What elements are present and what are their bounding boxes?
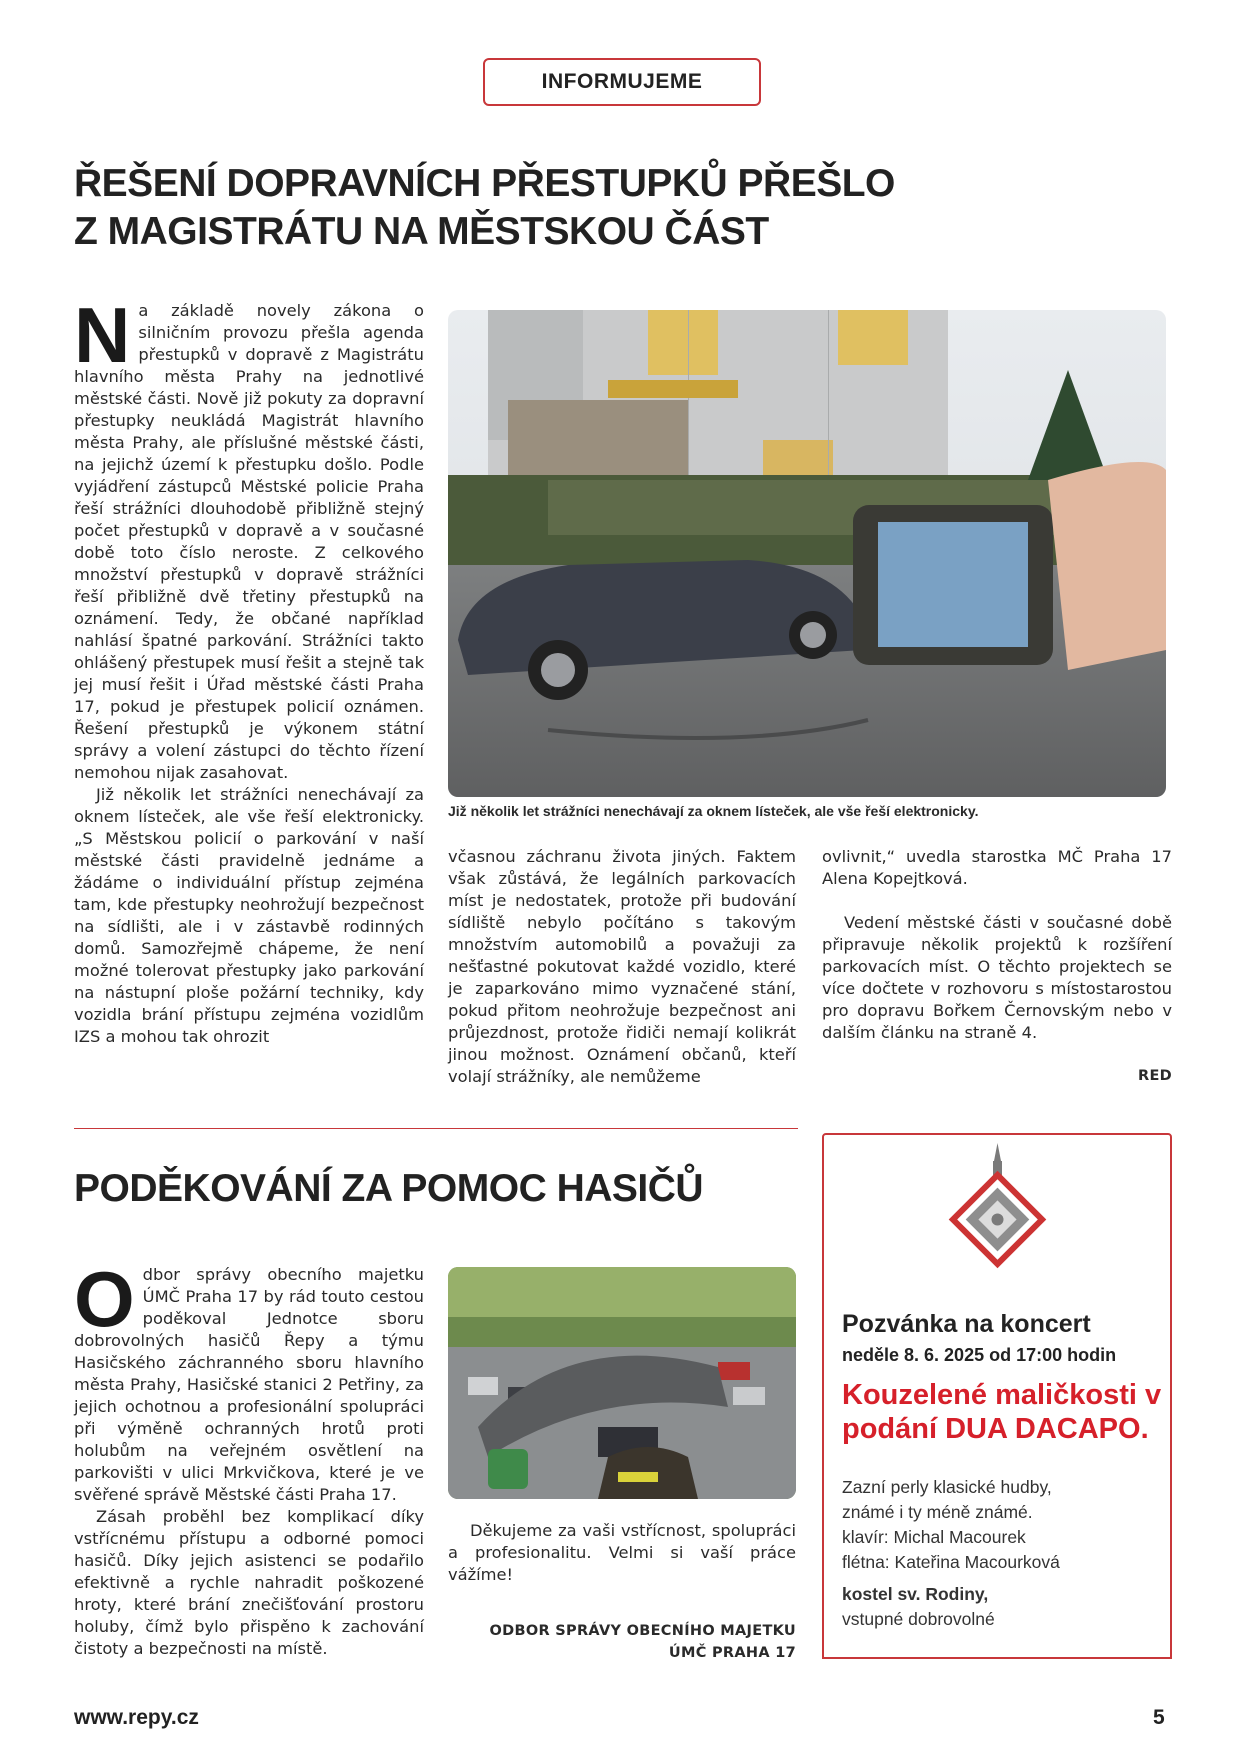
firefighters-photo	[448, 1267, 796, 1499]
article-2-paragraph-2: Zásah proběhl bez komplikací díky vstřícnému přístupu a odborné pomoci hasičů. Díky jejich asistenci se podařilo efektivně a rychle nahradit poškozené hroty, které brání znečišťování prostoru holuby, čímž bylo přispěno k zachování čistoty a bezpečnosti na místě.	[74, 1507, 424, 1658]
footer-website: www.repy.cz	[74, 1706, 199, 1729]
article-1-paragraph-1: a základě novely zákona o silničním provozu přešla agenda přestupků v dopravě z Magistrátu hlavního města Prahy na jednotlivé městské části. Nově již pokuty za dopravní přestupky neukládá Magistrát hlavního města Prahy, ale příslušné městské části, na jejichž území k přestupku došlo. Podle vyjádření zástupců Městské policie Praha řeší strážníci dlouhodobě přibližně stejný počet přestupků v dopravě a v současné době toto číslo neroste. Z celkového množství přestupků v dopravě strážníci řeší přibližně dvě třetiny přestupků na oznámení. Tedy, že občané například nahlásí špatné parkování. Strážníci takto ohlášený přestupek musí řešit a stejně tak jej musí řešit i Úřad městské části Praha 17, pokud je přestupek policií oznámen. Řešení přestupků je výkonem státní správy a volení zástupci do těchto řízení nemohou nijak zasahovat.	[74, 301, 424, 782]
article-2-column-2	[448, 1520, 796, 1586]
article-1-signature: RED	[1137, 1068, 1172, 1084]
article-1-quote-end: ovlivnit,“ uvedla starostka MČ Praha 17 Alena Kopejtková.	[822, 847, 1172, 888]
article-1-column-2	[448, 846, 796, 1088]
concert-date: neděle 8. 6. 2025 od 17:00 hodin	[842, 1345, 1117, 1365]
article-2-signature	[448, 1620, 796, 1664]
parking-photo	[448, 310, 1166, 797]
page-number: 5	[1153, 1706, 1165, 1729]
section-divider	[74, 1128, 798, 1129]
section-tag: INFORMUJEME	[483, 58, 761, 106]
article-2-title: PODĚKOVÁNÍ ZA POMOC HASIČŮ	[74, 1167, 704, 1210]
article-2-column-1	[74, 1255, 424, 1660]
article-2-signature-line-1: ODBOR SPRÁVY OBECNÍHO MAJETKU	[489, 1623, 796, 1639]
dropcap-o: O	[74, 1255, 135, 1343]
article-1-title-line-1: ŘEŠENÍ DOPRAVNÍCH PŘESTUPKŮ PŘEŠLO	[74, 162, 895, 205]
concert-venue: kostel sv. Rodiny,	[842, 1584, 989, 1604]
photo-caption: Již několik let strážníci nenechávají za oknem lísteček, ale vše řeší elektronicky.	[448, 803, 979, 819]
article-1-column-3	[822, 846, 1172, 1044]
concert-name: Kouzelené maličkosti v podání DUA DACAPO.	[842, 1379, 1162, 1445]
concert-title: Pozvánka na koncert	[842, 1310, 1091, 1338]
article-2-paragraph-1: dbor správy obecního majetku ÚMČ Praha 17 by rád touto cestou poděkoval Jednotce sboru dobrovolných hasičů Řepy a týmu Hasičského záchranného sboru hlavního města Prahy, Hasičské stanici 2 Petřiny, za jejich ochotnou a profesionální spolupráci při výměně ochranných hrotů proti holubům na veřejném osvětlení na parkovišti v ulici Mrkvičkova, které je ve svěřené správě Městské části Praha 17.	[74, 1265, 424, 1504]
article-2-thanks: Děkujeme za vaši vstřícnost, spolupráci a profesionalitu. Velmi si vaší práce vážíme!	[448, 1521, 796, 1584]
article-1-title	[74, 160, 895, 256]
article-1-column-1	[74, 291, 424, 1048]
concert-description-2: známé i ty méně známé.	[842, 1502, 1033, 1522]
concert-flute: flétna: Kateřina Macourková	[842, 1552, 1060, 1572]
concert-description-1: Zazní perly klasické hudby,	[842, 1477, 1052, 1497]
article-1-title-line-2: Z MAGISTRÁTU NA MĚSTSKOU ČÁST	[74, 210, 769, 253]
article-1-paragraph-projects: Vedení městské části v současné době připravuje několik projektů k rozšíření parkovacích míst. O těchto projektech se více dočtete v rozhovoru s místostarostou pro dopravu Bořkem Černovským nebo v dalším článku na straně 4.	[822, 913, 1172, 1042]
concert-admission: vstupné dobrovolné	[842, 1609, 995, 1629]
dropcap-n: N	[74, 291, 131, 379]
article-1-paragraph-2: Již několik let strážníci nenechávají za oknem lísteček, ale vše řeší elektronicky. „S Městskou policií o parkování v naší městské části pravidelně jednáme a žádáme o individuální přístup zejména tam, kde přestupky neohrožují bezpečnost na sídlišti, ale i v zástavbě rodinných domů. Samozřejmě chápeme, že není možné tolerovat přestupky jako parkování na nástupní ploše požární techniky, kdy vozidla brání přístupu zejména vozidlům IZS a mohou tak ohrozit	[74, 785, 424, 1046]
church-emblem	[935, 1143, 1060, 1283]
concert-piano: klavír: Michal Macourek	[842, 1527, 1026, 1547]
article-2-signature-line-2: ÚMČ PRAHA 17	[668, 1645, 796, 1661]
article-1-column-2-text: včasnou záchranu života jiných. Faktem však zůstává, že legálních parkovacích míst je nedostatek, protože při budování sídliště nebylo počítáno s takovým množstvím automobilů a považuji za nešťastné pokutovat každé vozidlo, které je zaparkováno mimo vyznačené stání, pokud přitom neohrožuje bezpečnost ani průjezdnost, protože řidiči nemají kolikrát jinou možnost. Oznámení občanů, kteří volají strážníky, ale nemůžeme	[448, 847, 796, 1086]
